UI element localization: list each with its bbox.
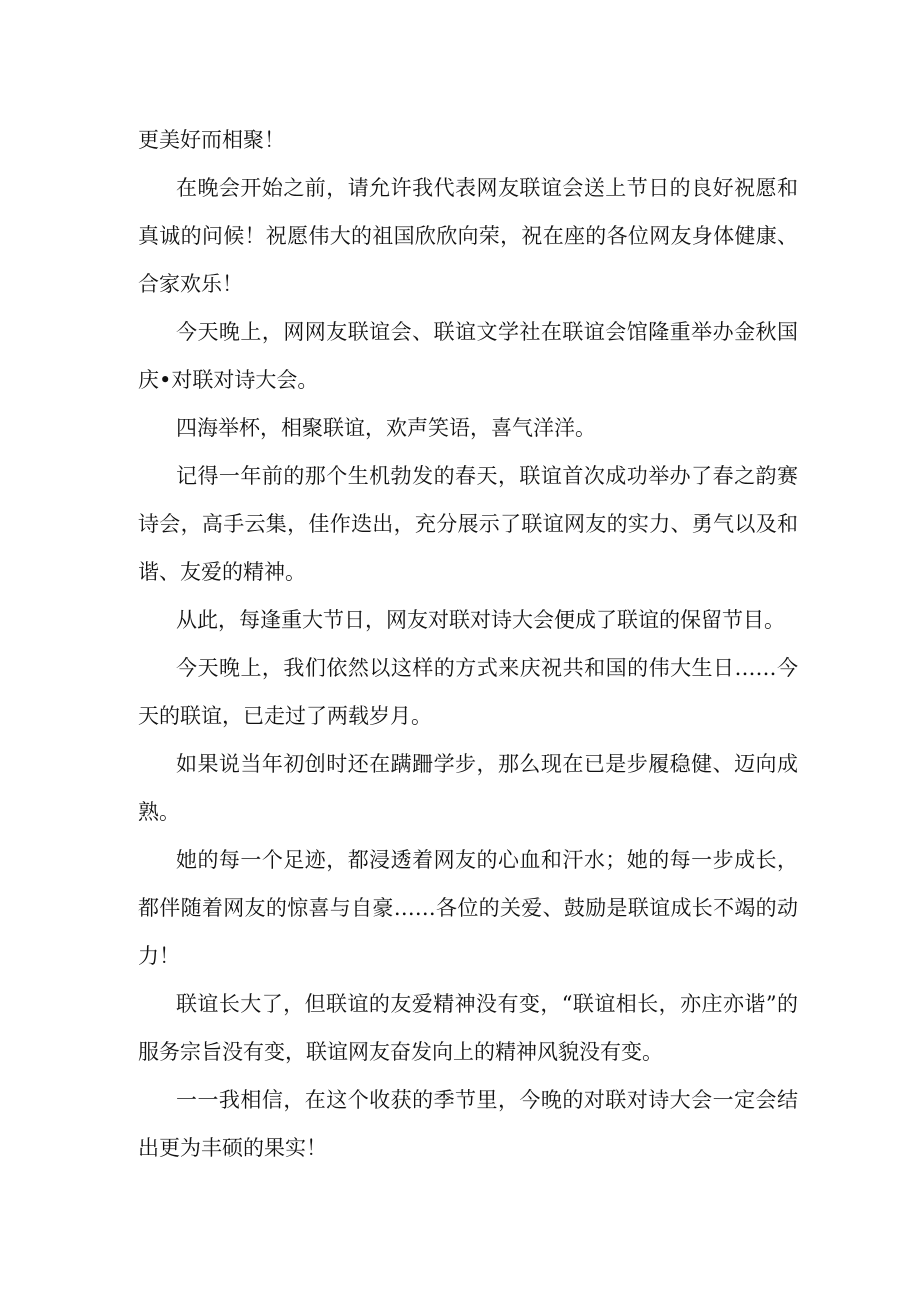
- paragraph-growth: 如果说当年初创时还在蹒跚学步，那么现在已是步履稳健、迈向成熟。: [138, 752, 798, 824]
- document-body: [138, 116, 798, 1172]
- paragraph-event: 今天晚上，网网友联谊会、联谊文学社在联谊会馆隆重举办金秋国庆•对联对诗大会。: [138, 320, 798, 392]
- paragraph-tradition: 从此，每逢重大节日，网友对联对诗大会便成了联谊的保留节目。: [176, 608, 785, 632]
- paragraph-greeting: 在晚会开始之前，请允许我代表网友联谊会送上节日的良好祝愿和真诚的问候！祝愿伟大的祖国欣欣向荣，祝在座的各位网友身体健康、合家欢乐！: [138, 176, 798, 296]
- paragraph-tonight: 今天晚上，我们依然以这样的方式来庆祝共和国的伟大生日……今天的联谊，已走过了两载岁月。: [138, 656, 798, 728]
- paragraph-celebration: 四海举杯，相聚联谊，欢声笑语，喜气洋洋。: [176, 416, 596, 440]
- paragraph-closing: 一一我相信，在这个收获的季节里，今晚的对联对诗大会一定会结出更为丰硕的果实！: [138, 1088, 798, 1160]
- paragraph-footsteps: 她的每一个足迹，都浸透着网友的心血和汗水；她的每一步成长，都伴随着网友的惊喜与自豪……各位的关爱、鼓励是联谊成长不竭的动力！: [138, 848, 798, 968]
- paragraph-spirit: 联谊长大了，但联谊的友爱精神没有变，“联谊相长，亦庄亦谐”的服务宗旨没有变，联谊网友奋发向上的精神风貌没有变。: [138, 992, 798, 1064]
- paragraph-history: 记得一年前的那个生机勃发的春天，联谊首次成功举办了春之韵赛诗会，高手云集，佳作迭出，充分展示了联谊网友的实力、勇气以及和谐、友爱的精神。: [138, 464, 798, 584]
- paragraph-continued: 更美好而相聚！: [138, 128, 285, 152]
